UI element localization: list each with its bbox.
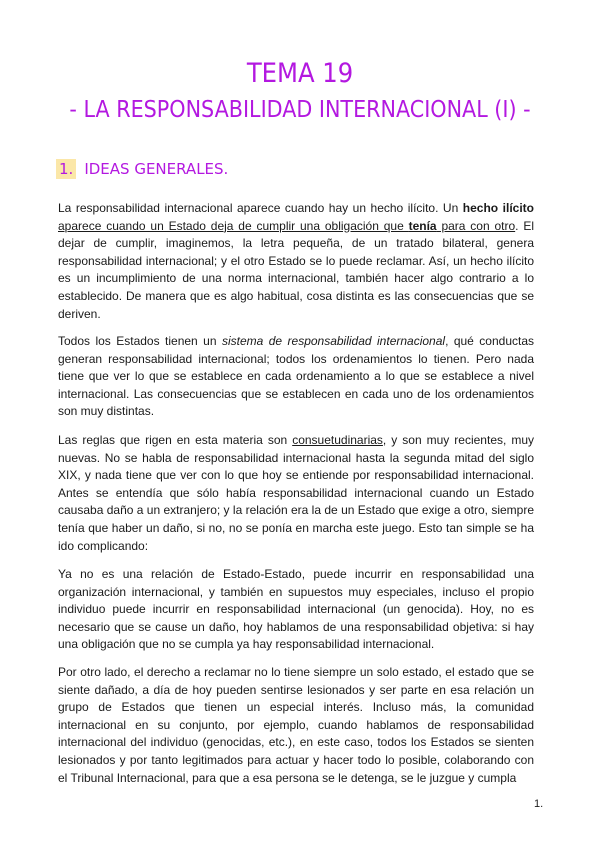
paragraph-1-underlined-end: para con otro [436, 218, 516, 233]
document-title: TEMA 19 [246, 58, 354, 89]
paragraph-4 [58, 566, 534, 654]
paragraph-1-text-a: La responsabilidad internacional aparece cuando hay un hecho ilícito. Un [58, 201, 463, 215]
paragraph-1-bold-term: hecho ilícito [462, 201, 534, 215]
paragraph-1 [58, 200, 534, 323]
paragraph-2-text-c: , qué conductas generan responsabilidad internacional; todos los ordenamientos lo tienen. Pero nada tiene que ver lo que se establece en cada ordenamiento a lo que se establece a nivel internacional. Las consecuencias que se establecen en cada uno de los ordenamientos son muy distintas. [58, 334, 534, 419]
paragraph-3 [58, 432, 534, 555]
paragraph-1-underlined-definition: aparece cuando un Estado deja de cumplir una obligación que [58, 218, 409, 233]
paragraph-3-underlined-term: consuetudinarias [292, 433, 383, 447]
page-number: 1. [534, 798, 544, 810]
section-heading [56, 160, 228, 178]
paragraph-1-text-g: . El dejar de cumplir, imaginemos, la letra pequeña, de un tratado bilateral, genera responsabilidad internacional; y el otro Estado se lo puede reclamar. Así, un hecho ilícito es un incumplimiento de una norma internacional, también hacer algo contrario a lo establecido. De manera que es algo habitual, cosa distinta es las consecuencias que se deriven. [58, 218, 535, 321]
paragraph-5 [58, 664, 534, 787]
paragraph-3-text-a: Las reglas que rigen en esta materia son [58, 433, 293, 447]
section-title: IDEAS GENERALES. [84, 160, 229, 178]
paragraph-1-bold-underlined-word: tenía [408, 218, 437, 233]
section-number: 1. [56, 159, 76, 179]
paragraph-2-text-a: Todos los Estados tienen un [58, 334, 222, 348]
document-subtitle: - LA RESPONSABILIDAD INTERNACIONAL (I) - [69, 97, 531, 123]
paragraph-2-italic-term: sistema de responsabilidad internacional [221, 334, 446, 348]
paragraph-5-text: Por otro lado, el derecho a reclamar no lo tiene siempre un solo estado, el estado que se siente dañado, a día de hoy pueden sentirse lesionados y ser parte en esa relación un grupo de Estados que tienen un especial interés. Incluso más, la comunidad internacional en su conjunto, por ejemplo, cuando hablamos de responsabilidad internacional del individuo (genocidas, etc.), en este caso, todos los Estados se sienten lesionados y por tanto legitimados para actuar y hacer todo lo posible, colaborando con el Tribunal Internacional, para que a esa persona se le detenga, se le juzgue y cumpla [58, 665, 534, 785]
paragraph-3-text-c: , y son muy recientes, muy nuevas. No se habla de responsabilidad internacional hasta la segunda mitad del siglo XIX, y nada tiene que ver con lo que hoy se entiende por responsabilidad internacional. Antes se entendía que sólo había responsabilidad internacional cuando un Estado causaba daño a un extranjero; y la relación era la de un Estado que exige a otro, siempre tenía que haber un daño, si no, no se ponía en marcha este juego. Esto tan simple se ha ido complicando: [58, 433, 534, 553]
paragraph-4-text: Ya no es una relación de Estado-Estado, puede incurrir en responsabilidad una organización internacional, y también en supuestos muy especiales, incluso el propio individuo puede incurrir en responsabilidad internacional (un genocida). Hoy, no es necesario que se cause un daño, hoy hablamos de una responsabilidad objetiva: si hay una obligación que no se cumpla ya hay responsabilidad internacional. [58, 567, 534, 652]
paragraph-2 [58, 333, 534, 421]
